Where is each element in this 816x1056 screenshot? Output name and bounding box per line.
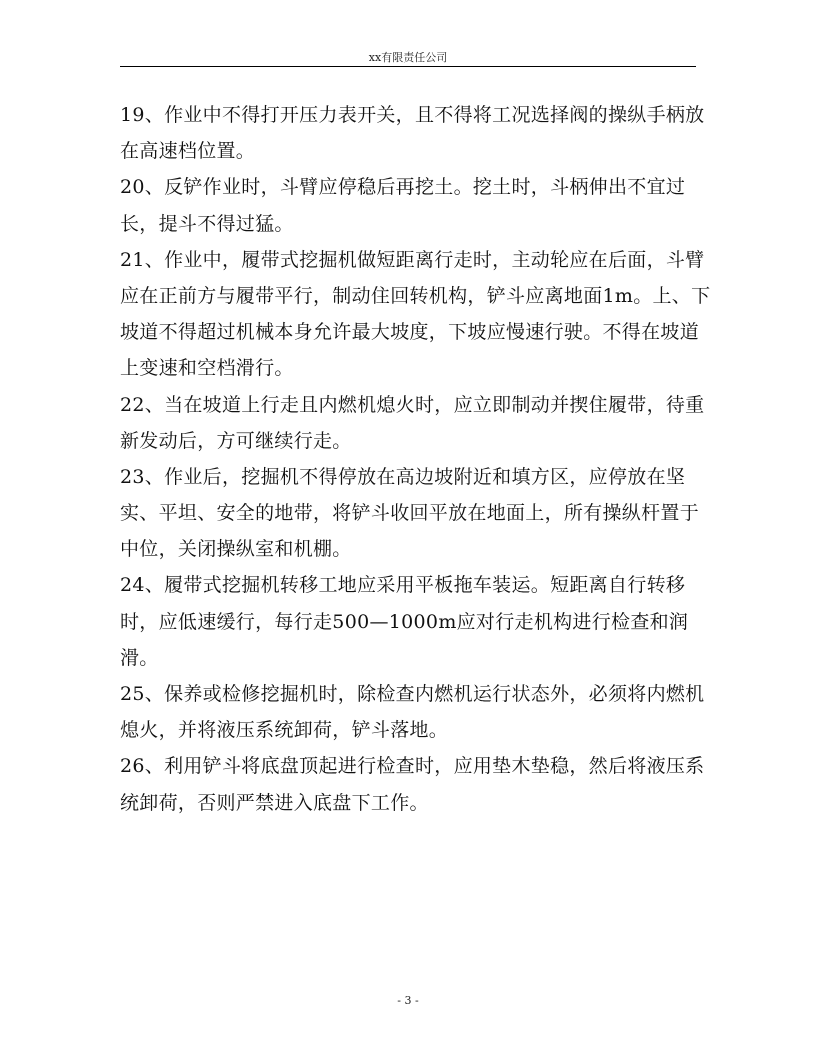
text-line: 滑。: [120, 646, 159, 669]
text-line: 20、反铲作业时，斗臂应停稳后再挖土。挖土时，斗柄伸出不宜过: [120, 176, 686, 199]
text-line: 实、平坦、安全的地带，将铲斗收回平放在地面上，所有操纵杆置于: [120, 502, 700, 525]
paragraph: [120, 97, 720, 169]
paragraph: [120, 748, 720, 820]
paragraph: [120, 169, 720, 241]
page-number: - 3 -: [397, 994, 419, 1007]
text-line: 新发动后，方可继续行走。: [120, 429, 352, 452]
text-line: 26、利用铲斗将底盘顶起进行检查时，应用垫木垫稳，然后将液压系: [120, 755, 705, 778]
header-divider: [120, 66, 696, 67]
paragraph: [120, 459, 720, 568]
text-line: 24、履带式挖掘机转移工地应采用平板拖车装运。短距离自行转移: [120, 574, 686, 597]
text-line: 坡道不得超过机械本身允许最大坡度，下坡应慢速行驶。不得在坡道: [120, 321, 700, 344]
text-line: 19、作业中不得打开压力表开关，且不得将工况选择阀的操纵手柄放: [120, 104, 705, 126]
text-line: 21、作业中，履带式挖掘机做短距离行走时，主动轮应在后面，斗臂: [120, 248, 705, 271]
text-line: 应在正前方与履带平行，制动住回转机构，铲斗应离地面1m。上、下: [120, 284, 711, 307]
text-line: 中位，关闭操纵室和机棚。: [120, 538, 352, 561]
text-line: 统卸荷，否则严禁进入底盘下工作。: [120, 791, 429, 814]
paragraph: [120, 676, 720, 748]
text-line: 时，应低速缓行，每行走500—1000m应对行走机构进行检查和润: [120, 610, 689, 633]
text-line: 23、作业后，挖掘机不得停放在高边坡附近和填方区，应停放在坚: [120, 465, 686, 488]
text-line: 25、保养或检修挖掘机时，除检查内燃机运行状态外，必须将内燃机: [120, 683, 705, 705]
text-line: 上变速和空档滑行。: [120, 357, 294, 380]
paragraph: [120, 387, 720, 459]
paragraph: [120, 242, 720, 387]
text-line: 熄火，并将液压系统卸荷，铲斗落地。: [120, 719, 449, 742]
text-line: 长，提斗不得过猛。: [120, 212, 294, 235]
text-line: 22、当在坡道上行走且内燃机熄火时，应立即制动并揳住履带，待重: [120, 393, 705, 416]
text-line: 在高速档位置。: [120, 140, 256, 163]
paragraph: [120, 567, 720, 676]
page-header: xx有限责任公司: [368, 51, 448, 64]
document-body: [120, 97, 720, 821]
